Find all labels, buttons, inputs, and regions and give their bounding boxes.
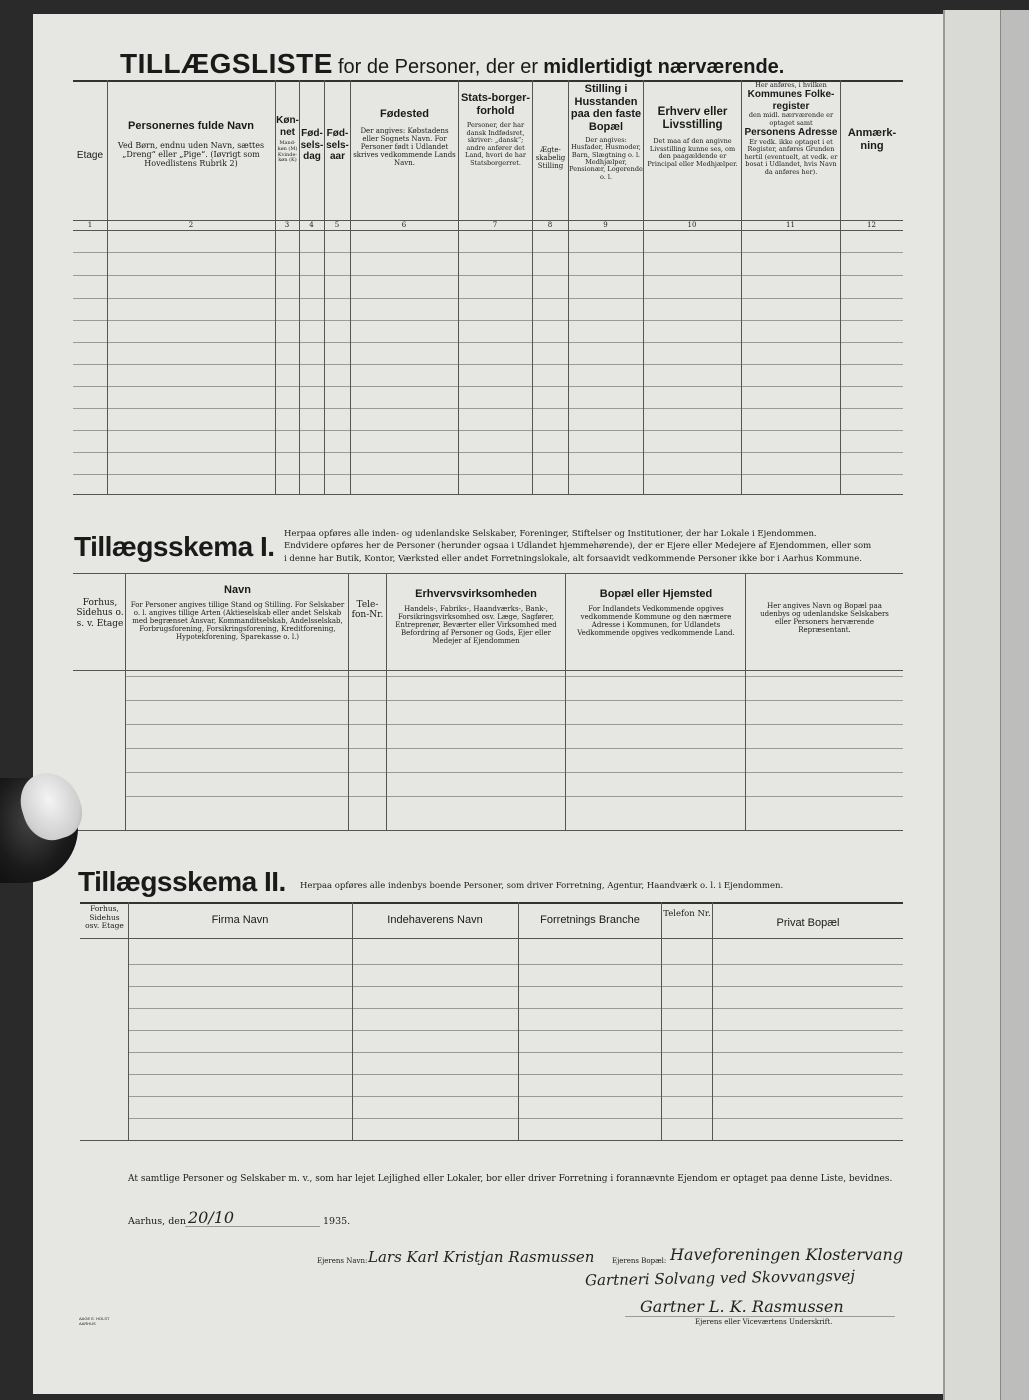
skema1-intro-line3: i denne har Butik, Kontor, Værksted eller andet Forretningslokale, alt forsaavidt vedkommende Personer ikke bor i Aarhus Kommune.	[284, 553, 862, 564]
skema1-col-erhverv-head: Erhvervsvirksomheden	[415, 588, 537, 600]
skema1-col-erhverv-sub: Handels-, Fabriks-, Haandværks-, Bank-, Forsikringsvirksomhed osv. Læge, Sagfører, Entreprenør, Beværter eller Virksomhed med Befordring af Personer og Gods, Ejer eller Medejer af Ejendommen	[395, 604, 557, 645]
col-erhverv-head: Erhverv eller Livsstilling	[657, 106, 728, 132]
skema1-intro	[284, 528, 904, 565]
skema1-col-navn-sub: For Personer angives tillige Stand og Stilling. For Selskaber o. l. angives tillige Arten (Aktieselskab eller andet Selskab med begrænset Ansvar, Kommanditselskab, Andelsselskab, Forbrugsforening, Forsikringsforening, Kreditforening, Hypotekforening, Sparekasse o. l.)	[130, 600, 345, 641]
skema1-col-erhverv	[390, 588, 562, 645]
col-stilling	[569, 83, 643, 181]
main-title-rest: for de Personer, der er	[337, 56, 539, 78]
col-statsborger-head: Stats-borger-forhold	[460, 92, 531, 117]
col-etage-head: Etage	[76, 150, 104, 161]
skema1-col-telefon: Tele-fon-Nr.	[351, 600, 384, 621]
col-koen-head: Køn-net	[276, 115, 299, 138]
skema1-col-navn	[130, 584, 345, 641]
signature-label: Ejerens eller Viceværtens Underskrift.	[695, 1318, 833, 1326]
binding-edge	[1000, 10, 1029, 1400]
col-anmaerkning-head: Anmærk-ning	[847, 127, 897, 152]
col-num-4: 4	[309, 221, 314, 229]
col-num-10: 10	[687, 221, 697, 229]
col-koen-sub: Mand-køn (M) Kvinde-køn (K)	[277, 140, 298, 164]
col-num-6: 6	[401, 221, 407, 229]
year-label: 1935.	[323, 1216, 351, 1227]
main-title	[120, 48, 784, 80]
col-stilling-sub: Der angives: Husfader, Husmoder, Barn, Slægtning o. l. Medhjælper, Pensionær, Logerende o. l.	[569, 135, 643, 181]
col-num-8: 8	[547, 221, 553, 229]
skema2-col-etage: Forhus, Sidehus osv. Etage	[85, 904, 124, 931]
col-stilling-head: Stilling i Husstanden paa den faste Bopæl	[570, 83, 642, 133]
col-navn-sub: Ved Børn, endnu uden Navn, sættes „Dreng“ eller „Pige“. (Iøvrigt som Hovedlistens Rubrik 2)	[117, 140, 265, 169]
col-num-9: 9	[603, 221, 608, 229]
skema2-col-indehaver: Indehaverens Navn	[387, 914, 483, 926]
col-num-5: 5	[334, 221, 340, 229]
main-title-bold: TILLÆGSLISTE	[120, 48, 333, 79]
col-foedselsaar-head: Fød-sels-aar	[326, 128, 349, 162]
owner-address-handwritten-2: Gartneri Solvang ved Skovvangsvej	[584, 1266, 856, 1290]
col-folkeregister-head2: Personens Adresse	[744, 127, 838, 139]
col-foedested	[352, 108, 457, 167]
city-label: Aarhus, den	[128, 1216, 187, 1227]
skema2-col-telefon: Telefon Nr.	[663, 909, 711, 919]
skema2-col-firma: Firma Navn	[211, 914, 269, 926]
col-folkeregister-subtop: Her anføres, i hvilken	[755, 81, 827, 89]
main-title-bold2: midlertidigt nærværende.	[543, 56, 785, 78]
skema1-intro-line1: Herpaa opføres alle inden- og udenlandske Selskaber, Foreninger, Stiftelser og Institutioner, der har Lokale i Ejendommen.	[284, 529, 817, 539]
col-foedested-sub: Der angives: Købstadens eller Sognets Navn. For Personer født i Udlandet skrives vedkommende Lands Navn.	[353, 126, 456, 167]
col-erhverv	[645, 106, 740, 168]
skema2-col-branche: Forretnings Branche	[540, 914, 640, 926]
skema2-col-privat-bopael: Privat Bopæl	[776, 917, 840, 929]
skema2-intro: Herpaa opføres alle indenbys boende Personer, som driver Forretning, Agentur, Haandværk o. l. i Ejendommen.	[300, 881, 784, 891]
col-num-3: 3	[284, 221, 290, 229]
skema1-title: Tillægsskema I.	[74, 531, 275, 562]
col-koen	[276, 115, 299, 164]
col-folkeregister-sub2: Er vedk. ikke optaget i et Register, anføres Grunden hertil (eventuelt, at vedk. er bosat i Udlandet, hvis Navn da anføres her).	[744, 137, 838, 176]
col-aegteskab-sub: Ægte-skabelig Stilling	[535, 146, 566, 171]
skema1-col-bopael-sub: For Indlandets Vedkommende opgives vedkommende Kommune og den nærmere Adresse i Kommunen, for Udlandets Vedkommende opgives vedkommende Land.	[577, 604, 735, 637]
skema1-col-bopael	[570, 588, 742, 637]
owner-name-label: Ejerens Navn:	[317, 1257, 368, 1265]
skema2-title: Tillægsskema II.	[78, 866, 286, 897]
col-num-1: 1	[87, 221, 93, 229]
col-foedselsdag-head: Fød-sels-dag	[300, 128, 324, 162]
col-navn	[110, 120, 272, 168]
owner-address-handwritten-1: Haveforeningen Klostervang	[670, 1245, 904, 1264]
col-num-12: 12	[867, 221, 876, 229]
col-folkeregister	[743, 82, 839, 176]
date-handwritten: 20/10	[188, 1208, 235, 1227]
skema1-col-navn-head: Navn	[224, 584, 251, 596]
col-statsborger	[459, 92, 532, 167]
col-folkeregister-sub: den midl. nærværende er optaget samt	[748, 111, 834, 127]
col-num-2: 2	[188, 221, 194, 229]
col-statsborger-sub: Personer, der har dansk Indfødsret, skriver: „dansk“; andre anfører det Land, hvori de har Statsborgerret.	[465, 121, 526, 167]
skema1-col-bopael-head: Bopæl eller Hjemsted	[599, 588, 713, 600]
col-navn-head: Personernes fulde Navn	[128, 120, 254, 132]
printer-imprint: AAGE E. HOLST AARHUS	[79, 1316, 110, 1326]
signature-handwritten: Gartner L. K. Rasmussen	[640, 1297, 844, 1316]
col-erhverv-sub: Det maa af den angivne Livsstilling kunne ses, om den paagældende er Principal eller Medhjælper.	[647, 137, 738, 168]
skema1-col-etage: Forhus, Sidehus o. s. v. Etage	[76, 598, 124, 629]
skema1-col-repraesentant: Her angives Navn og Bopæl paa udenbys og udenlandske Selskabers eller Personers herværende Repræsentant.	[760, 602, 889, 635]
owner-address-label: Ejerens Bopæl:	[612, 1257, 667, 1265]
owner-name-handwritten: Lars Karl Kristjan Rasmussen	[368, 1248, 595, 1266]
col-folkeregister-head: Kommunes Folke-register	[747, 89, 835, 112]
declaration-text: At samtlige Personer og Selskaber m. v., som har lejet Lejlighed eller Lokaler, bor eller driver Forretning i forannævnte Ejendom er optaget paa denne Liste, bevidnes.	[128, 1174, 893, 1184]
skema1-intro-line2: Endvidere opføres her de Personer (herunder ogsaa i Udlandet hjemmehørende), der er Ejere eller Medejere af Ejendommen, eller som	[284, 541, 872, 552]
col-foedested-head: Fødested	[380, 108, 429, 120]
col-num-11: 11	[786, 221, 795, 229]
col-num-7: 7	[492, 221, 498, 229]
